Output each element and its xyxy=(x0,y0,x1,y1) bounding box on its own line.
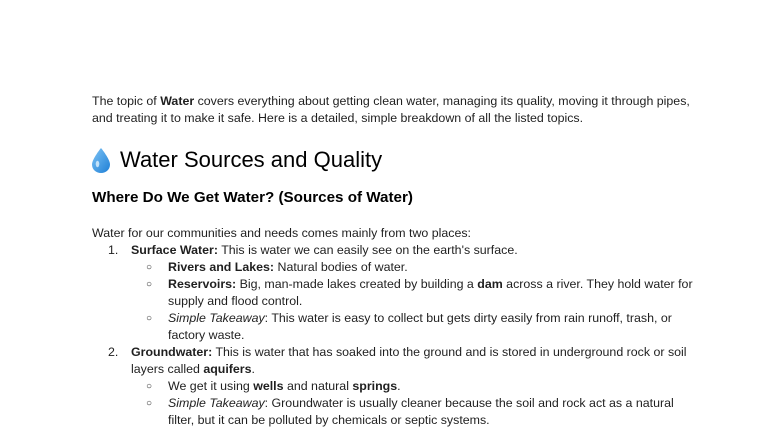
list-item: ○ We get it using wells and natural springs. xyxy=(146,379,401,393)
section-heading-text: Water Sources and Quality xyxy=(120,147,383,172)
surface-water-sublist xyxy=(131,259,702,344)
subsection-heading: Where Do We Get Water? (Sources of Water) xyxy=(92,189,413,206)
document-body xyxy=(92,93,702,429)
water-drop-icon xyxy=(88,146,114,174)
list-item: ○ Simple Takeaway: This water is easy to collect but gets dirty easily from rain runoff, trash, or factory waste. xyxy=(146,311,672,342)
lead-paragraph: Water for our communities and needs comes mainly from two places: xyxy=(92,226,471,240)
list-item-surface-water: 1. Surface Water: This is water we can easily see on the earth's surface. ○ Rivers and Lakes: Natural bodies of water. ○ Reservoirs: Big, man-made lakes created by building a dam across a river. They hold water for supply and flood control. ○ Simple Takeaway: This water is easy to collect but gets dirty easily from rain runoff, trash, or factory waste. xyxy=(92,242,702,344)
list-item-groundwater: 2. Groundwater: This is water that has soaked into the ground and is stored in underground rock or soil layers called aquifers. ○ We get it using wells and natural springs. ○ Simple Takeaway: Groundwater is usually cleaner because the soil and rock act as a natural filter, but it can be polluted by chemicals or septic systems. xyxy=(92,344,702,429)
intro-bold-water: Water xyxy=(160,94,195,108)
list-item: ○ Reservoirs: Big, man-made lakes created by building a dam across a river. They hold water for supply and flood control. xyxy=(146,277,693,308)
sources-list xyxy=(92,242,702,429)
intro-paragraph: The topic of Water covers everything about getting clean water, managing its quality, moving it through pipes, and treating it to make it safe. Here is a detailed, simple breakdown of all the listed topics. xyxy=(92,94,690,125)
list-item: ○ Simple Takeaway: Groundwater is usually cleaner because the soil and rock act as a natural filter, but it can be polluted by chemicals or septic systems. xyxy=(146,396,674,427)
list-item: ○ Rivers and Lakes: Natural bodies of water. xyxy=(146,260,408,274)
groundwater-sublist xyxy=(131,378,702,429)
section-heading xyxy=(88,146,702,174)
